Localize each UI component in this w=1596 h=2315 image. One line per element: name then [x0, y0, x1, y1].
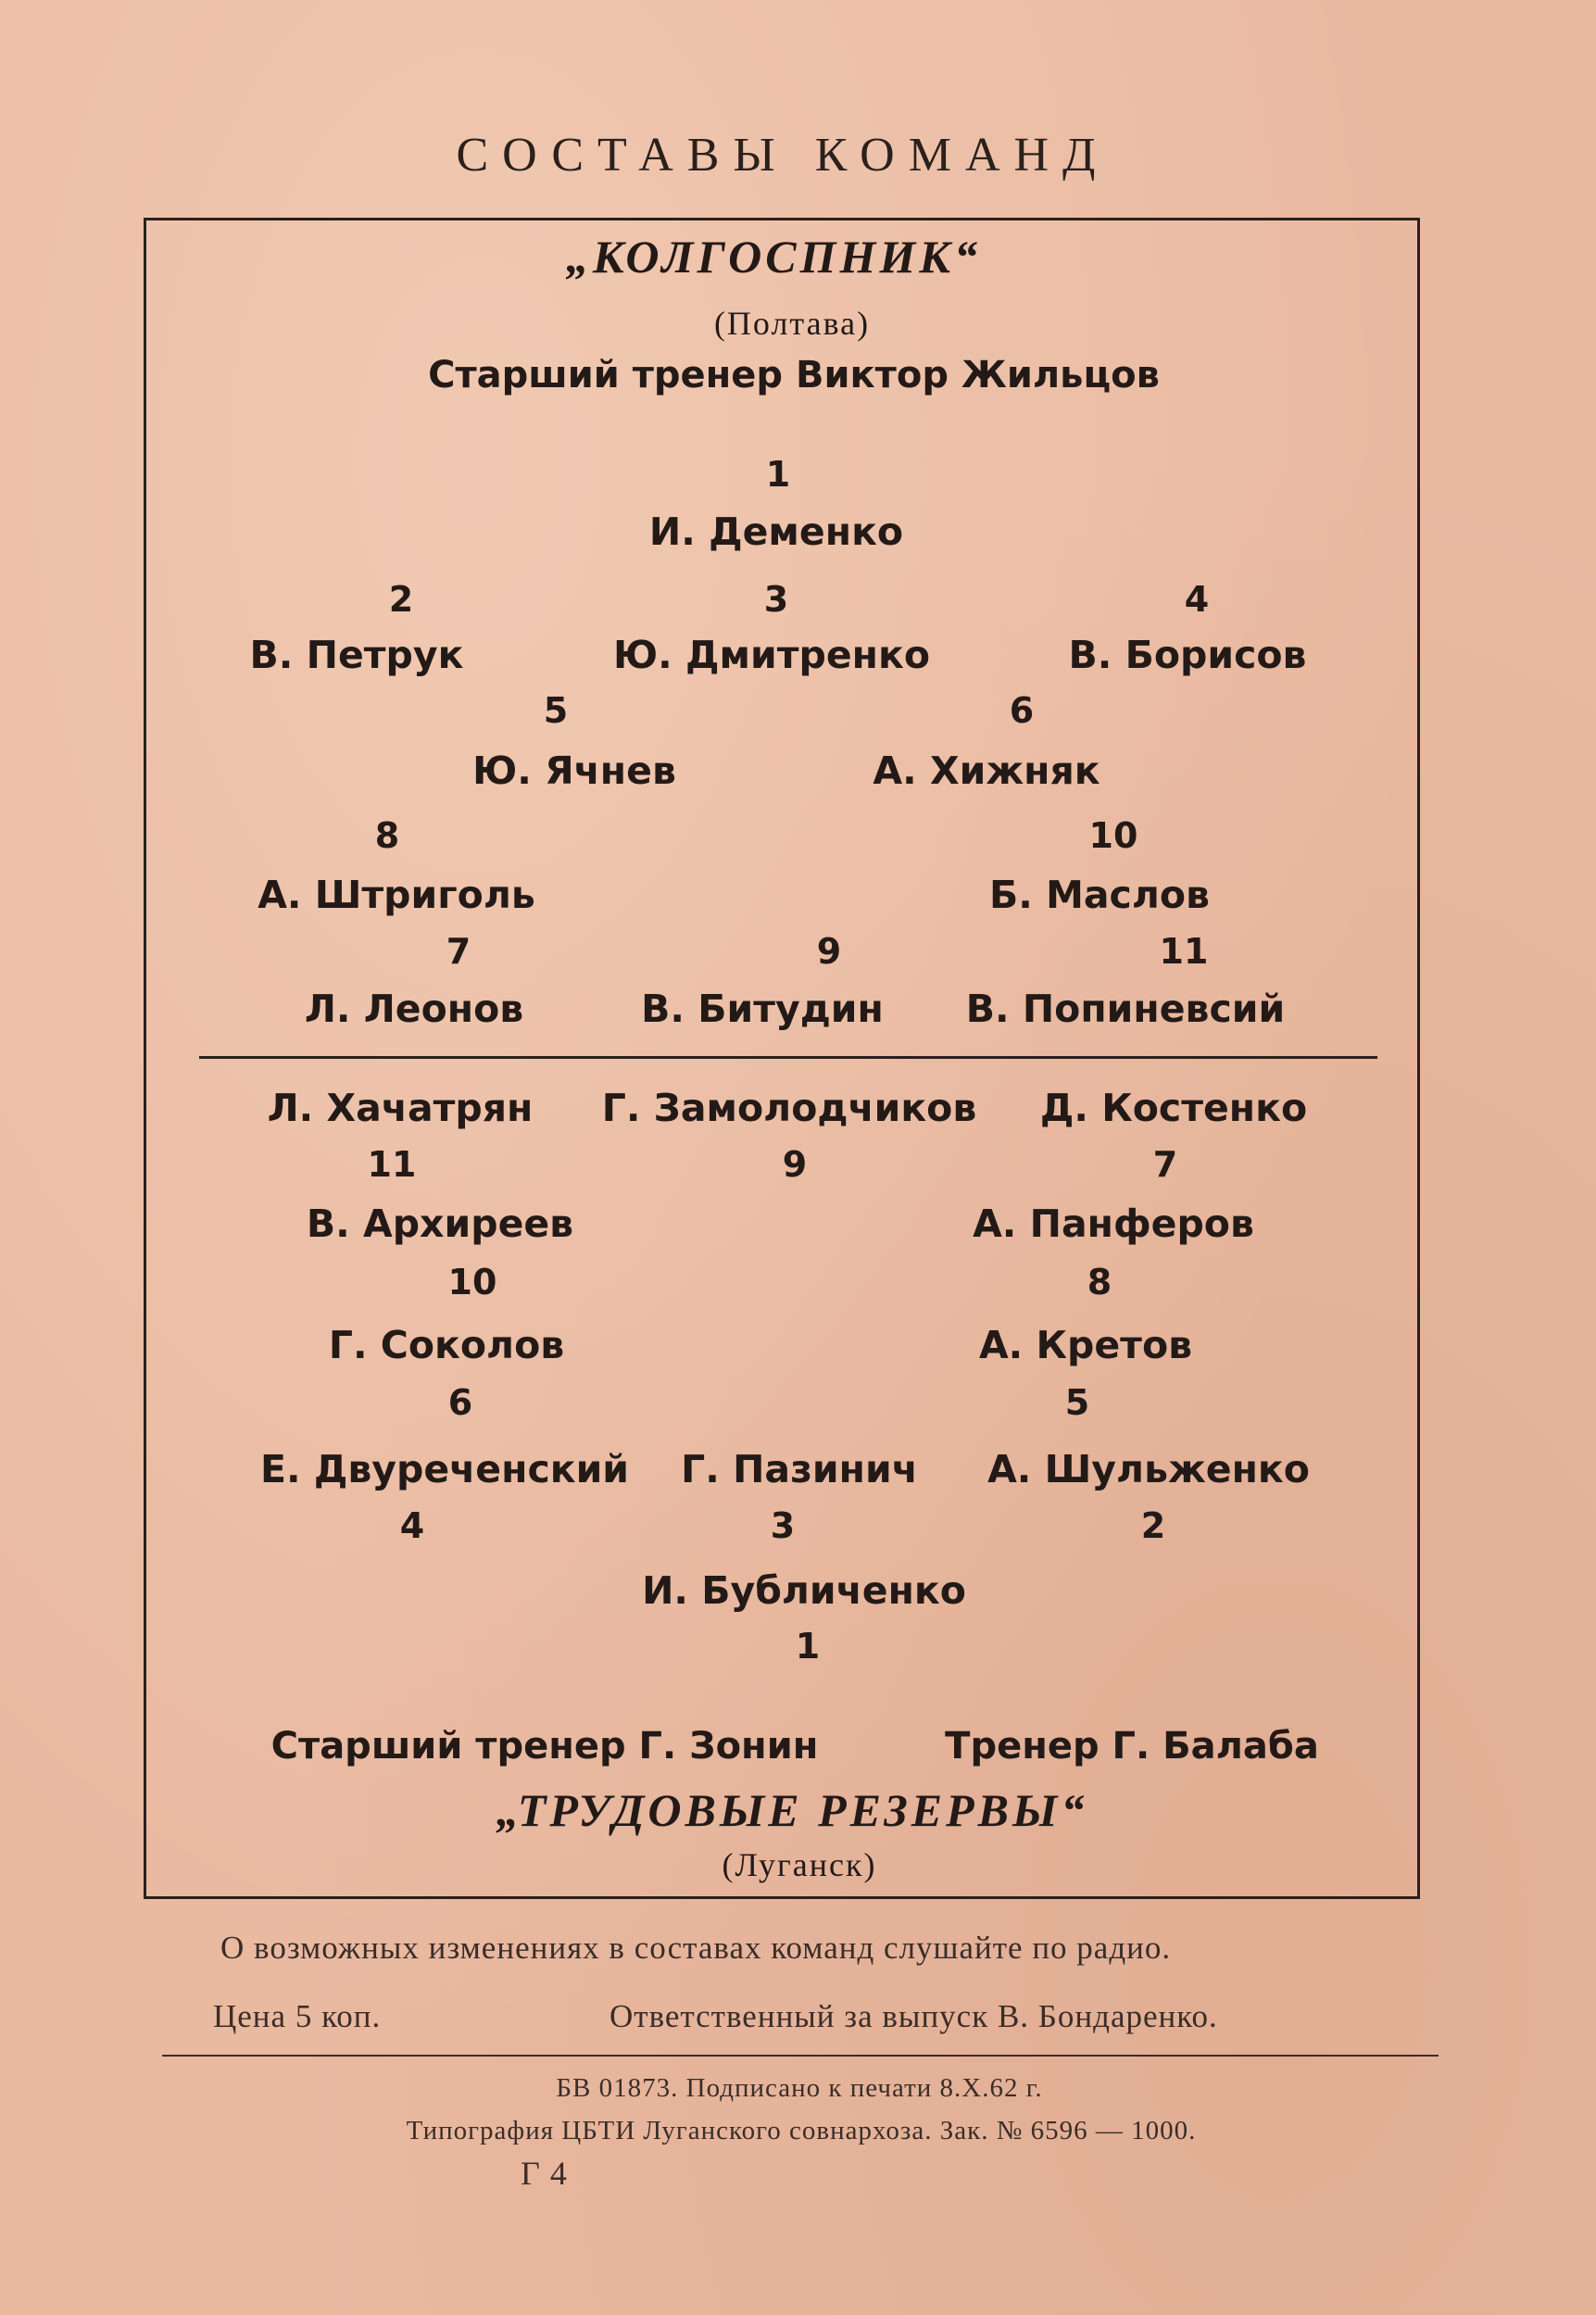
player-number: 6 — [1009, 690, 1035, 731]
home-team-name: „КОЛГОСПНИК“ — [565, 231, 982, 283]
player-name: Ю. Ячнев — [472, 749, 676, 793]
player-name: Ю. Дмитренко — [613, 633, 930, 677]
player-name: Г. Пазинич — [681, 1447, 918, 1491]
player-name: Г. Замолодчиков — [601, 1086, 977, 1130]
player-name: А. Панферов — [973, 1202, 1254, 1246]
footer-rule — [162, 2055, 1439, 2057]
home-team-city: (Полтава) — [713, 305, 871, 342]
player-number: 10 — [447, 1262, 497, 1302]
away-team-city: (Луганск) — [722, 1846, 877, 1883]
player-name: А. Кретов — [978, 1323, 1193, 1367]
player-name: В. Петрук — [249, 633, 464, 677]
player-number: 2 — [1140, 1505, 1166, 1546]
player-number: 7 — [446, 931, 471, 972]
player-name: Б. Маслов — [988, 873, 1211, 917]
player-number: 9 — [782, 1144, 808, 1185]
player-name: Д. Костенко — [1039, 1086, 1308, 1130]
player-number: 3 — [763, 579, 789, 620]
player-number: 3 — [770, 1505, 796, 1546]
player-number: 11 — [367, 1144, 417, 1185]
player-name: А. Шульженко — [987, 1447, 1310, 1491]
player-number: 5 — [543, 690, 569, 731]
player-name: В. Архиреев — [306, 1202, 574, 1246]
player-number: 10 — [1088, 815, 1138, 856]
player-number: 11 — [1159, 931, 1209, 972]
player-name: Е. Двуреченский — [259, 1447, 630, 1491]
player-name: И. Деменко — [648, 510, 904, 554]
player-name: Л. Леонов — [304, 987, 524, 1031]
editor: Ответственный за выпуск В. Бондаренко. — [609, 1998, 1218, 2034]
player-number: 8 — [1087, 1262, 1112, 1302]
home-team-coach: Старший тренер Виктор Жильцов — [428, 354, 1160, 396]
player-name: В. Попиневсий — [965, 987, 1286, 1031]
price: Цена 5 коп. — [213, 1998, 382, 2034]
player-number: 2 — [388, 579, 414, 620]
player-number: 8 — [374, 815, 400, 856]
player-name: В. Борисов — [1068, 633, 1307, 677]
player-name: И. Бубличенко — [642, 1568, 966, 1613]
player-number: 1 — [765, 454, 791, 495]
player-number: 5 — [1064, 1382, 1090, 1423]
player-number: 7 — [1152, 1144, 1178, 1185]
imprint-line-1: БВ 01873. Подписано к печати 8.Х.62 г. — [556, 2073, 1043, 2103]
player-number: 4 — [399, 1505, 425, 1546]
player-number: 9 — [816, 931, 842, 972]
player-name: А. Хижняк — [873, 749, 1100, 793]
player-name: А. Штриголь — [258, 873, 535, 917]
player-name: Л. Хачатрян — [267, 1086, 534, 1130]
player-name: Г. Соколов — [328, 1323, 565, 1367]
radio-note: О возможных изменениях в составах команд слушайте по радио. — [220, 1930, 1172, 1966]
page-heading: СОСТАВЫ КОМАНД — [456, 129, 1110, 182]
player-name: В. Битудин — [641, 987, 884, 1031]
player-number: 4 — [1184, 579, 1210, 620]
imprint-line-2: Типография ЦБТИ Луганского совнархоза. Зак. № 6596 — 1000. — [406, 2116, 1197, 2145]
away-team-senior-coach: Старший тренер Г. Зонин — [270, 1725, 819, 1768]
player-number: 6 — [447, 1382, 473, 1423]
away-team-coach: Тренер Г. Балаба — [945, 1725, 1319, 1768]
away-team-name: „ТРУДОВЫЕ РЕЗЕРВЫ“ — [496, 1784, 1088, 1836]
print-code: Г 4 — [521, 2155, 568, 2192]
team-divider — [199, 1056, 1377, 1059]
player-number: 1 — [795, 1626, 821, 1667]
